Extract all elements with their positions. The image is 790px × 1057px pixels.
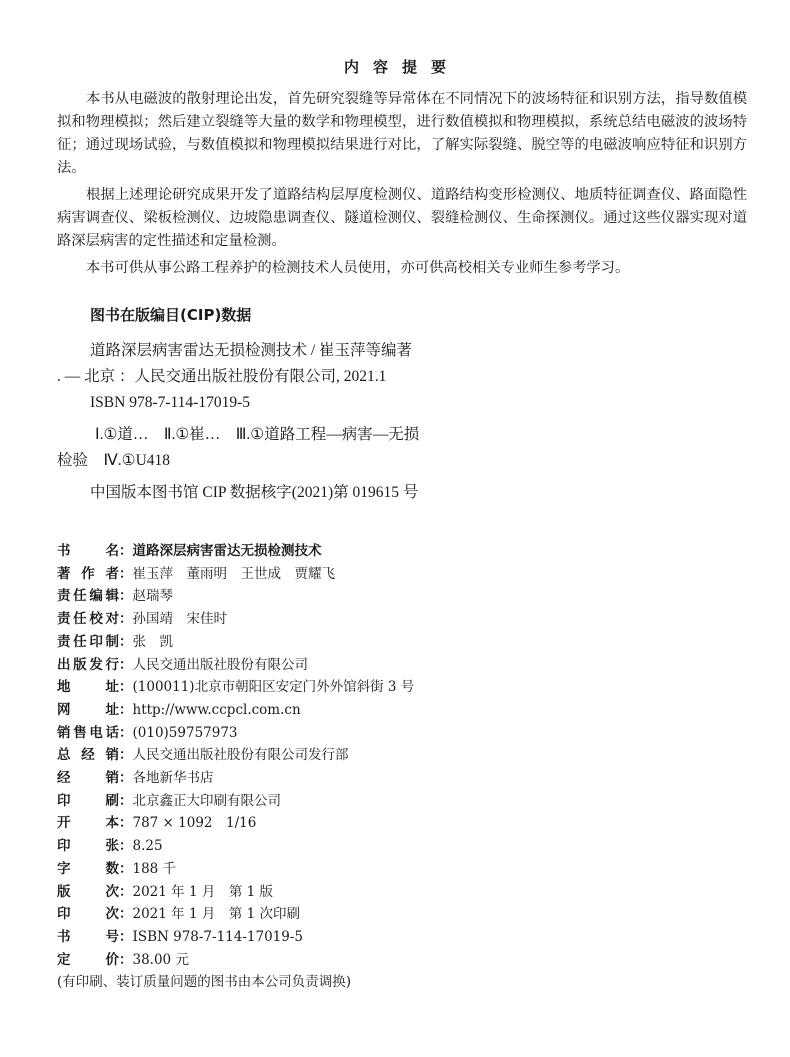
info-value: 188 千	[132, 860, 177, 877]
info-colon: ：	[119, 906, 133, 923]
info-row	[57, 858, 747, 881]
info-value: 2021 年 1 月 第 1 次印刷	[132, 906, 300, 923]
info-colon: ：	[119, 656, 133, 673]
info-label: 书名	[57, 543, 119, 559]
cip-approval-number: 中国版本图书馆 CIP 数据核字(2021)第 019615 号	[90, 484, 419, 501]
info-value: 2021 年 1 月 第 1 版	[132, 883, 273, 900]
info-colon: ：	[119, 565, 133, 582]
info-colon: ：	[119, 883, 133, 900]
info-colon: ：	[119, 951, 133, 968]
info-label: 责任校对	[57, 611, 119, 628]
info-row	[57, 585, 747, 608]
info-value: ISBN 978-7-114-17019-5	[132, 928, 304, 945]
info-label: 字数	[57, 860, 119, 877]
info-row	[57, 744, 747, 767]
info-row	[57, 767, 747, 790]
info-row	[57, 676, 747, 699]
info-value: 38.00 元	[132, 951, 189, 968]
info-value: 孙国靖 宋佳时	[132, 611, 227, 628]
summary-paragraph: 根据上述理论研究成果开发了道路结构层厚度检测仪、道路结构变形检测仪、地质特征调查仪、路面隐性病害调查仪、梁板检测仪、边坡隐患调查仪、隧道检测仪、裂缝检测仪、生命探测仪。通过这些仪器实现对道路深层病害的定性描述和定量检测。	[57, 187, 747, 249]
info-value: http://www.ccpcl.com.cn	[132, 701, 301, 718]
info-value: 人民交通出版社股份有限公司	[132, 656, 308, 673]
info-label: 责任印制	[57, 633, 119, 650]
info-value: (100011)北京市朝阳区安定门外外馆斜街 3 号	[132, 679, 415, 696]
info-row	[57, 881, 747, 904]
info-row	[57, 903, 747, 926]
info-row	[57, 835, 747, 858]
info-label: 开本	[57, 815, 119, 832]
info-label: 责任编辑	[57, 588, 119, 605]
info-row	[57, 631, 747, 654]
info-label: 总经销	[57, 747, 119, 764]
info-colon: ：	[119, 679, 133, 696]
info-row	[57, 608, 747, 631]
info-value: 各地新华书店	[132, 770, 214, 787]
info-label: 版次	[57, 883, 119, 900]
summary-paragraph: 本书可供从事公路工程养护的检测技术人员使用，亦可供高校相关专业师生参考学习。	[86, 260, 630, 276]
info-value: 8.25	[132, 838, 163, 855]
info-label: 书号	[57, 928, 119, 945]
cip-classification-line-2: 检验 Ⅳ.①U418	[57, 452, 171, 469]
info-colon: ：	[119, 792, 133, 809]
summary-title: 内容提要	[343, 58, 460, 76]
info-colon: ：	[119, 633, 133, 650]
info-label: 印次	[57, 906, 119, 923]
info-value: 北京鑫正大印刷有限公司	[132, 792, 281, 809]
info-value: 崔玉萍 董雨明 王世成 贾耀飞	[132, 565, 335, 582]
info-colon: ：	[119, 860, 133, 877]
info-row	[57, 790, 747, 813]
info-label: 印刷	[57, 792, 119, 809]
info-row	[57, 699, 747, 722]
publication-info	[57, 540, 747, 994]
info-row	[57, 812, 747, 835]
info-value: 道路深层病害雷达无损检测技术	[132, 543, 322, 559]
info-colon: ：	[119, 701, 133, 718]
info-label: 销售电话	[57, 724, 119, 741]
info-row	[57, 926, 747, 949]
cip-isbn-line: ISBN 978-7-114-17019-5	[90, 394, 251, 411]
info-value: 赵瑞琴	[132, 588, 173, 605]
info-value: 人民交通出版社股份有限公司发行部	[132, 747, 349, 764]
info-row	[57, 949, 747, 972]
info-value: 张 凯	[132, 633, 173, 650]
info-value: (010)59757973	[132, 724, 238, 741]
info-label: 网址	[57, 701, 119, 718]
info-row	[57, 540, 747, 563]
cip-classification-line: Ⅰ.①道… Ⅱ.①崔… Ⅲ.①道路工程—病害—无损	[95, 426, 420, 443]
info-colon: ：	[119, 815, 133, 832]
info-colon: ：	[119, 724, 133, 741]
info-colon: ：	[119, 543, 133, 559]
info-label: 印张	[57, 838, 119, 855]
info-colon: ：	[119, 770, 133, 787]
cip-heading: 图书在版编目(CIP)数据	[90, 306, 252, 324]
info-label: 出版发行	[57, 656, 119, 673]
info-label: 著作者	[57, 565, 119, 582]
info-label: 定价	[57, 951, 119, 968]
info-row	[57, 563, 747, 586]
summary-body	[57, 88, 747, 280]
info-value: 787 × 1092 1/16	[132, 815, 257, 832]
quality-note: (有印刷、装订质量问题的图书由本公司负责调换)	[57, 974, 352, 991]
info-colon: ：	[119, 588, 133, 605]
info-colon: ：	[119, 928, 133, 945]
info-row	[57, 722, 747, 745]
cip-publisher-line: . — 北京 ：人民交通出版社股份有限公司, 2021.1	[57, 368, 387, 385]
info-colon: ：	[119, 611, 133, 628]
summary-paragraph: 本书从电磁波的散射理论出发，首先研究裂缝等异常体在不同情况下的波场特征和识别方法，指导数值模拟和物理模拟；然后建立裂缝等大量的数学和物理模型，进行数值模拟和物理模拟，系统总结电磁波的波场特征；通过现场试验，与数值模拟和物理模拟结果进行对比，了解实际裂缝、脱空等的电磁波响应特征和识别方法。	[57, 91, 747, 176]
info-label: 经销	[57, 770, 119, 787]
info-colon: ：	[119, 838, 133, 855]
info-colon: ：	[119, 747, 133, 764]
info-row	[57, 654, 747, 677]
info-label: 地址	[57, 679, 119, 696]
cip-title-line: 道路深层病害雷达无损检测技术 / 崔玉萍等编著	[90, 342, 413, 359]
